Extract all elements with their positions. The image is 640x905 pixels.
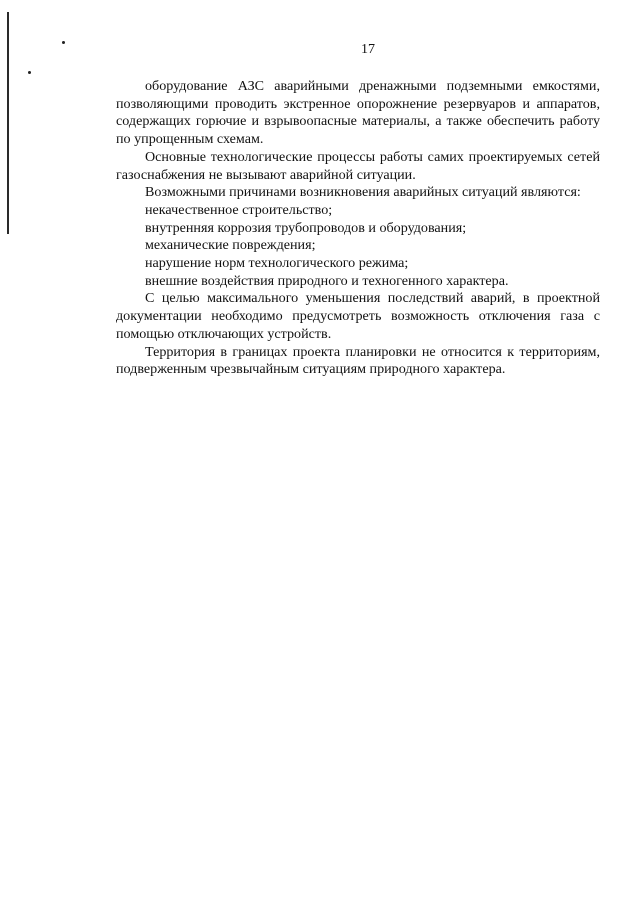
- paragraph-equipment: оборудование АЗС аварийными дренажными подземными емкостями, позволяющими проводить экстренное опорожнение резервуаров и аппаратов, содержащих горючие и взрывоопасные материалы, а также обеспечить работу по упрощенным схемам.: [116, 78, 600, 148]
- paragraph-causes-intro: Возможными причинами возникновения аварийных ситуаций являются:: [145, 184, 581, 201]
- document-body: [116, 78, 600, 379]
- paragraph-processes: Основные технологические процессы работы самих проектируемых сетей газоснабжения не вызывают аварийной ситуации.: [116, 148, 600, 183]
- list-item: механические повреждения;: [145, 237, 316, 254]
- list-item: некачественное строительство;: [145, 201, 333, 218]
- paragraph-mitigation: С целью максимального уменьшения последствий аварий, в проектной документации необходимо предусмотреть возможность отключения газа с помощью отключающих устройств.: [116, 290, 600, 342]
- page-number: 17: [361, 42, 375, 57]
- scan-speck: [28, 71, 31, 74]
- list-item: нарушение норм технологического режима;: [145, 255, 409, 272]
- list-item: внутренняя коррозия трубопроводов и оборудования;: [145, 219, 467, 236]
- list-item: внешние воздействия природного и техногенного характера.: [145, 272, 509, 289]
- paragraph-territory: Территория в границах проекта планировки не относится к территориям, подверженным чрезвычайным ситуациям природного характера.: [116, 343, 600, 378]
